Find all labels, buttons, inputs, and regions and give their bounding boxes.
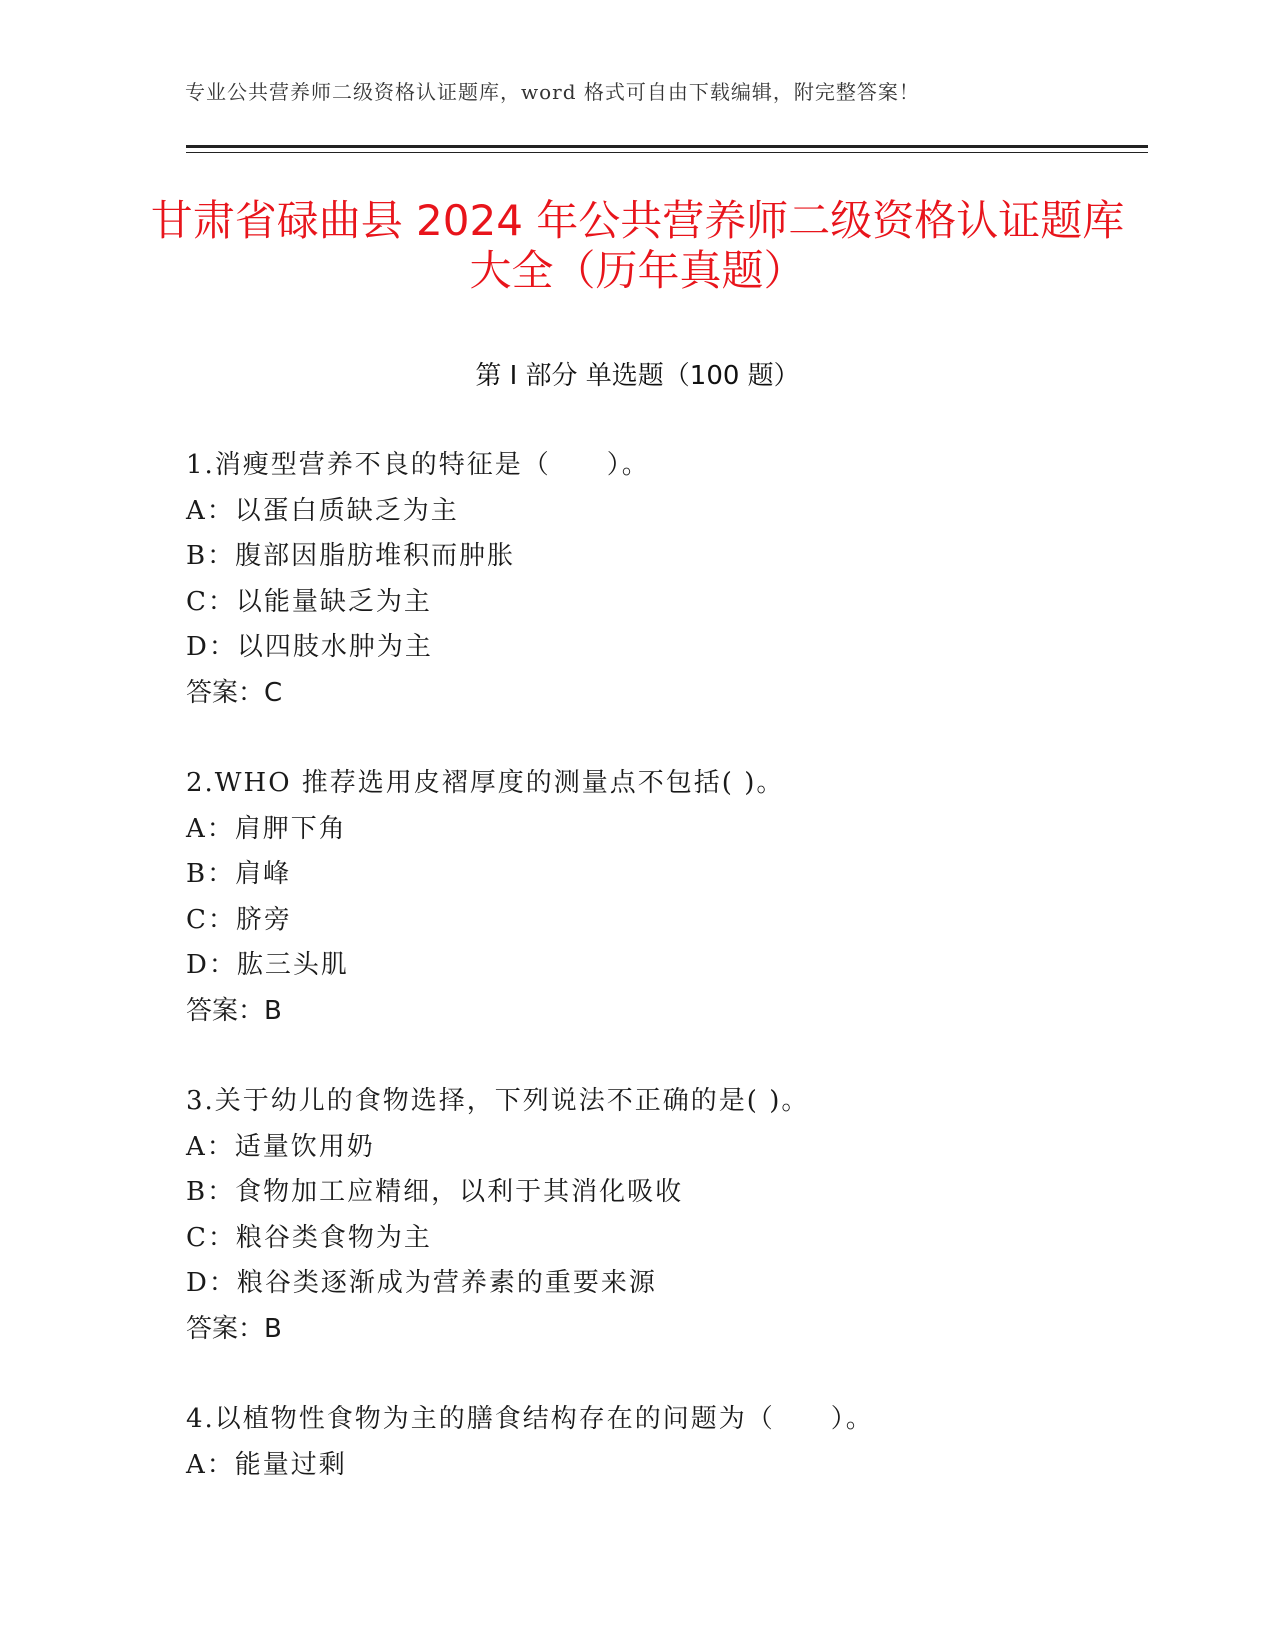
question-3: [186, 1079, 1146, 1352]
answer-line: 答案：B: [186, 995, 282, 1026]
option-c: [186, 1216, 1146, 1262]
question-stem: 2.WHO 推荐选用皮褶厚度的测量点不包括( )。: [186, 768, 785, 798]
option-key: C：: [186, 904, 236, 935]
option-text: 以四肢水肿为主: [236, 632, 433, 662]
document-title: 甘肃省碌曲县 2024 年公共营养师二级资格认证题库大全（历年真题）: [150, 196, 1125, 295]
option-c: [186, 898, 1146, 944]
header-rule-thin: [186, 152, 1148, 153]
option-text: 肩胛下角: [234, 813, 347, 844]
option-text: 腹部因脂肪堆积而肿胀: [235, 541, 516, 571]
header-note: 专业公共营养师二级资格认证题库，word 格式可自由下载编辑，附完整答案！: [185, 80, 920, 104]
option-text: 适量饮用奶: [234, 1131, 375, 1162]
option-key: D：: [186, 1268, 237, 1298]
option-text: 以能量缺乏为主: [235, 586, 432, 617]
option-key: B：: [186, 541, 236, 571]
option-text: 能量过剩: [234, 1449, 347, 1480]
section-heading: 第 I 部分 单选题（100 题）: [475, 361, 800, 391]
option-a: [186, 807, 1146, 853]
option-b: [186, 534, 1146, 580]
option-text: 食物加工应精细，以利于其消化吸收: [235, 1177, 684, 1207]
option-key: D：: [186, 632, 237, 662]
option-text: 以蛋白质缺乏为主: [234, 495, 459, 526]
option-key: A：: [186, 1131, 235, 1162]
question-stem: 3.关于幼儿的食物选择，下列说法不正确的是( )。: [186, 1086, 810, 1116]
option-text: 肱三头肌: [236, 950, 349, 980]
option-key: B：: [186, 859, 236, 889]
option-key: A：: [186, 1449, 235, 1480]
option-c: [186, 580, 1146, 626]
question-list: [186, 443, 1146, 1533]
option-text: 粮谷类食物为主: [235, 1222, 432, 1253]
answer-line: 答案：B: [186, 1313, 282, 1344]
question-1: [186, 443, 1146, 716]
question-stem: 4.以植物性食物为主的膳食结构存在的问题为（ ）。: [186, 1404, 874, 1434]
option-key: C：: [186, 1222, 236, 1253]
option-key: A：: [186, 495, 235, 526]
option-d: [186, 1261, 1146, 1307]
question-4: [186, 1397, 1146, 1488]
option-key: D：: [186, 950, 237, 980]
option-b: [186, 1170, 1146, 1216]
question-2: [186, 761, 1146, 1034]
option-text: 粮谷类逐渐成为营养素的重要来源: [236, 1268, 657, 1298]
option-text: 肩峰: [235, 859, 292, 889]
header-rule-thick: [186, 145, 1148, 148]
option-key: B：: [186, 1177, 236, 1207]
option-key: C：: [186, 586, 236, 617]
answer-line: 答案：C: [186, 677, 283, 708]
option-key: A：: [186, 813, 235, 844]
option-a: [186, 1125, 1146, 1171]
option-a: [186, 489, 1146, 535]
option-d: [186, 943, 1146, 989]
option-a: [186, 1443, 1146, 1489]
option-text: 脐旁: [235, 904, 292, 935]
option-d: [186, 625, 1146, 671]
question-stem: 1.消瘦型营养不良的特征是（ ）。: [186, 450, 650, 480]
option-b: [186, 852, 1146, 898]
